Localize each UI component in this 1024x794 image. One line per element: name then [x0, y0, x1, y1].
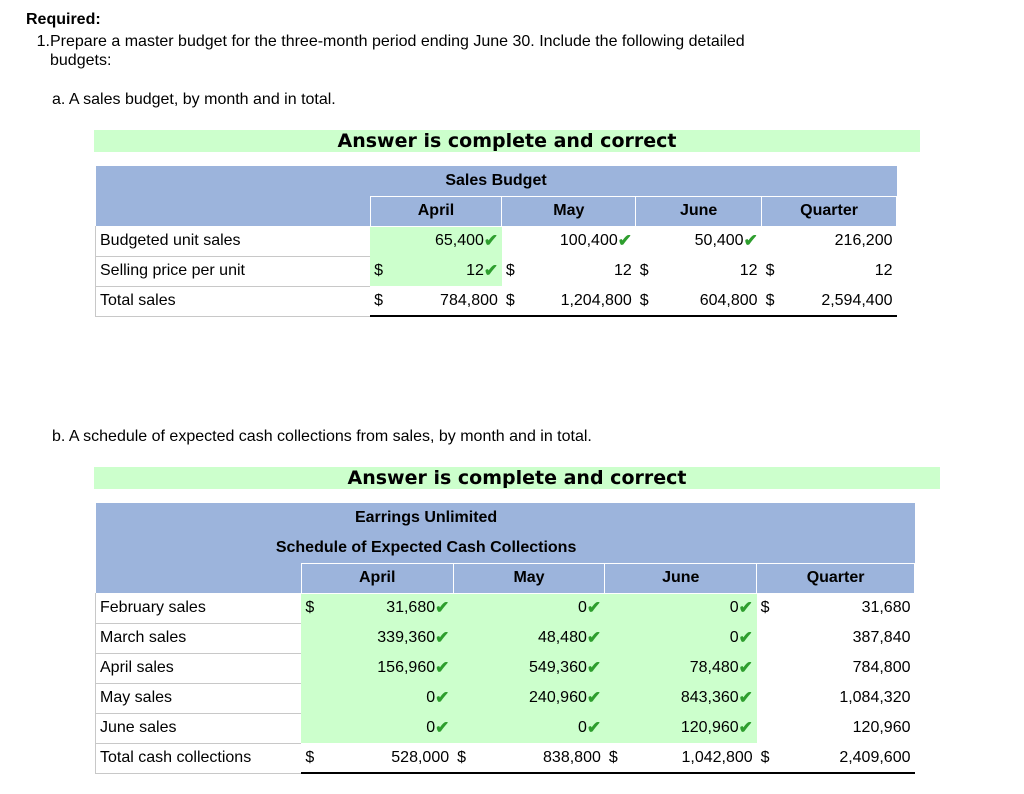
check-icon: ✔: [617, 231, 632, 251]
row-label: Total sales: [96, 286, 371, 316]
check-icon: ✔: [483, 231, 499, 251]
input-apr-april[interactable]: 156,960 ✔: [329, 653, 453, 683]
table-row: [96, 713, 915, 743]
total-june: 604,800: [664, 286, 762, 316]
input-may-may[interactable]: 240,960 ✔: [453, 683, 605, 713]
row-label: March sales: [96, 623, 302, 653]
check-icon: ✔: [743, 231, 758, 251]
col-header-may: May: [502, 196, 636, 226]
check-icon: ✔: [586, 658, 602, 677]
input-mar-may[interactable]: 48,480 ✔: [453, 623, 605, 653]
dollar-sign: $: [370, 256, 398, 286]
dollar-sign: $: [502, 286, 530, 316]
col-header-may: May: [453, 563, 605, 593]
total-april: 528,000: [329, 743, 453, 773]
dollar-sign: $: [605, 743, 633, 773]
total-june: 1,042,800: [633, 743, 757, 773]
col-header-june: June: [605, 563, 757, 593]
input-may-april[interactable]: 0 ✔: [329, 683, 453, 713]
input-apr-may[interactable]: 549,360 ✔: [453, 653, 605, 683]
col-header-quarter: Quarter: [757, 563, 915, 593]
dollar-sign: $: [301, 743, 329, 773]
item-number: 1.: [36, 33, 50, 50]
input-units-may[interactable]: 100,400 ✔: [559, 231, 632, 251]
dollar-sign: $: [762, 286, 790, 316]
check-icon: ✔: [435, 598, 450, 618]
col-header-april: April: [301, 563, 453, 593]
part-a-answer-banner: Answer is complete and correct: [94, 130, 920, 152]
input-jun-june[interactable]: 120,960 ✔: [605, 713, 757, 743]
dollar-sign: $: [757, 743, 785, 773]
row-label: Budgeted unit sales: [96, 226, 371, 256]
header-blank: [96, 563, 302, 593]
input-jun-may[interactable]: 0 ✔: [453, 713, 605, 743]
price-june: 12: [739, 262, 758, 279]
header-blank: [96, 196, 371, 226]
dollar-sign: $: [301, 593, 329, 623]
header-blank: [757, 503, 915, 533]
table-row: [96, 593, 915, 623]
input-jun-april[interactable]: 0 ✔: [329, 713, 453, 743]
col-header-june: June: [636, 196, 762, 226]
part-b-answer-banner: Answer is complete and correct: [94, 467, 940, 489]
company-name: Earrings Unlimited: [96, 503, 757, 533]
price-may: 12: [613, 262, 632, 279]
dollar-sign: $: [636, 286, 664, 316]
required-heading: Required:: [26, 11, 101, 28]
check-icon: ✔: [738, 688, 753, 707]
dollar-sign: $: [760, 599, 770, 617]
input-mar-april[interactable]: 339,360 ✔: [329, 623, 453, 653]
dollar-sign: $: [370, 286, 398, 316]
table-row: [96, 683, 915, 713]
price-quarter: 12: [874, 262, 893, 279]
table-row: [96, 653, 915, 683]
header-blank: [757, 533, 915, 563]
dollar-sign: $: [505, 262, 515, 279]
table-row: [96, 286, 897, 316]
cash-collections-table: [95, 503, 915, 774]
check-icon: ✔: [586, 688, 602, 707]
total-may: 1,204,800: [530, 286, 636, 316]
table-row: [96, 743, 915, 773]
check-icon: ✔: [435, 658, 450, 677]
apr-quarter: 784,800: [852, 659, 911, 676]
input-feb-may[interactable]: 0 ✔: [453, 593, 605, 623]
col-header-quarter: Quarter: [762, 196, 897, 226]
input-price-april[interactable]: 12 ✔: [398, 256, 502, 286]
check-icon: ✔: [738, 718, 753, 737]
may-quarter: 1,084,320: [839, 689, 911, 706]
check-icon: ✔: [483, 261, 499, 280]
input-apr-june[interactable]: 78,480 ✔: [605, 653, 757, 683]
dollar-sign: $: [453, 743, 481, 773]
check-icon: ✔: [586, 718, 602, 737]
col-header-april: April: [370, 196, 502, 226]
check-icon: ✔: [586, 628, 602, 647]
input-feb-june[interactable]: 0 ✔: [605, 593, 757, 623]
check-icon: ✔: [435, 718, 450, 737]
row-label: June sales: [96, 713, 302, 743]
total-april: 784,800: [398, 286, 502, 316]
jun-quarter: 120,960: [852, 719, 911, 736]
total-quarter: 2,594,400: [790, 286, 897, 316]
table-row: [96, 226, 897, 256]
units-quarter: 216,200: [834, 232, 893, 250]
dollar-sign: $: [639, 262, 649, 279]
sales-budget-table: [95, 166, 897, 317]
row-label: Selling price per unit: [96, 256, 371, 286]
feb-quarter: 31,680: [861, 599, 911, 617]
total-may: 838,800: [481, 743, 605, 773]
schedule-title: Schedule of Expected Cash Collections: [96, 533, 757, 563]
item-text-line1: Prepare a master budget for the three-month period ending June 30. Include the following detailed: [50, 33, 745, 50]
required-item-1: [26, 32, 846, 70]
input-units-april[interactable]: 65,400 ✔: [370, 226, 502, 256]
part-a-label: a. A sales budget, by month and in total.: [52, 91, 336, 108]
check-icon: ✔: [586, 598, 602, 618]
mar-quarter: 387,840: [852, 629, 911, 646]
input-units-june[interactable]: 50,400 ✔: [694, 231, 758, 251]
row-label: May sales: [96, 683, 302, 713]
sales-budget-title: Sales Budget: [96, 166, 897, 196]
check-icon: ✔: [738, 628, 753, 647]
check-icon: ✔: [435, 628, 450, 647]
item-text-line2: budgets:: [50, 52, 112, 69]
row-label: Total cash collections: [96, 743, 302, 773]
check-icon: ✔: [738, 598, 753, 618]
check-icon: ✔: [738, 658, 753, 677]
total-quarter: 2,409,600: [785, 743, 915, 773]
part-b-label: b. A schedule of expected cash collections from sales, by month and in total.: [52, 428, 592, 445]
row-label: February sales: [96, 593, 302, 623]
input-may-june[interactable]: 843,360 ✔: [605, 683, 757, 713]
table-row: [96, 256, 897, 286]
table-row: [96, 623, 915, 653]
check-icon: ✔: [435, 688, 450, 707]
input-feb-april[interactable]: 31,680 ✔: [329, 593, 453, 623]
row-label: April sales: [96, 653, 302, 683]
input-mar-june[interactable]: 0 ✔: [605, 623, 757, 653]
dollar-sign: $: [765, 262, 775, 279]
